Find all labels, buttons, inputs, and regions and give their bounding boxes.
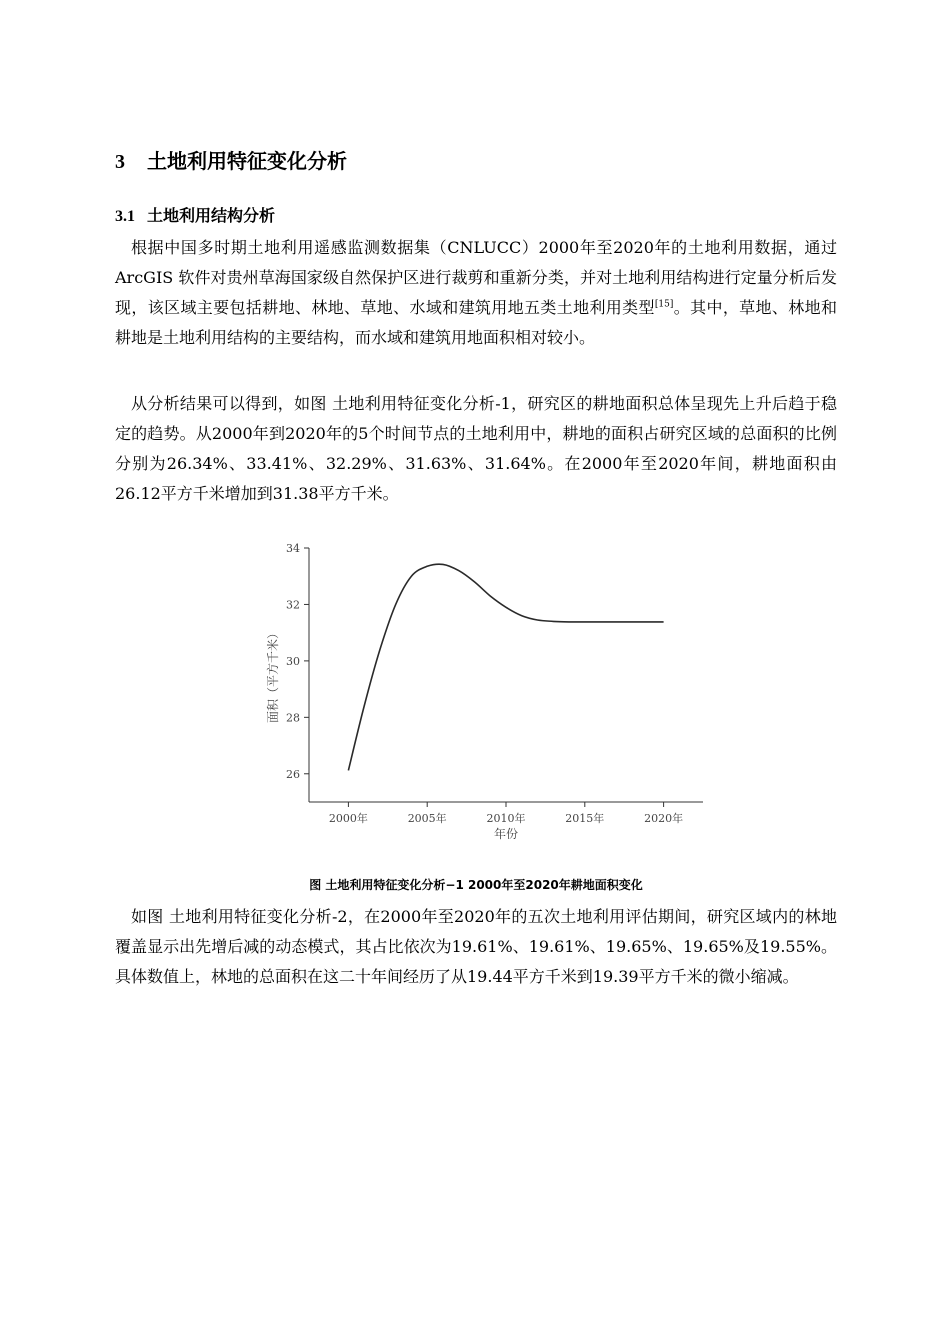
y-axis-ticks — [286, 542, 309, 781]
y-tick-label: 26 — [286, 767, 300, 781]
x-tick-label: 2020年 — [644, 812, 684, 825]
x-axis-label: 年份 — [493, 827, 519, 841]
x-tick-label: 2000年 — [328, 812, 368, 825]
y-tick-label: 34 — [286, 542, 300, 555]
paragraph-1-text: 根据中国多时期土地利用遥感监测数据集（CNLUCC）2000年至2020年的土地利用数据，通过 ArcGIS 软件对贵州草海国家级自然保护区进行裁剪和重新分类，并对土地利用结构进行定量分析后发现，该区域主要包括耕地、林地、草地、水域和建筑用地五类土地利用类型 — [115, 238, 837, 317]
y-tick-label: 30 — [286, 654, 300, 668]
chart-axes — [309, 548, 703, 802]
subsection-number: 3.1 — [115, 208, 135, 225]
section-heading — [115, 145, 347, 174]
figure-caption: 图 土地利用特征变化分析−1 2000年至2020年耕地面积变化 — [309, 878, 643, 892]
y-tick-label: 32 — [286, 598, 300, 612]
farmland-area-line-chart — [255, 540, 715, 850]
paragraph-3: 如图 土地利用特征变化分析-2，在2000年至2020年的五次土地利用评估期间，研究区域内的林地覆盖显示出先增后减的动态模式，其占比依次为19.61%、19.61%、19.65%、19.65%及19.55%。具体数值上，林地的总面积在这二十年间经历了从19.44平方千米到19.39平方千米的微小缩减。 — [115, 907, 837, 986]
paragraph-1-text-end: 。其中，草地、林地和耕地是土地利用结构的主要结构，而水域和建筑用地面积相对较小。 — [115, 298, 837, 347]
y-axis-label: 面积（平方千米） — [266, 626, 280, 724]
x-tick-label: 2015年 — [565, 812, 605, 825]
farmland-area-line — [348, 564, 663, 770]
y-tick-label: 28 — [286, 711, 300, 725]
x-axis-ticks — [329, 802, 683, 825]
section-title: 土地利用特征变化分析 — [147, 149, 347, 173]
subsection-heading — [115, 203, 275, 226]
paragraph-1 — [115, 233, 837, 353]
section-number: 3 — [115, 151, 125, 173]
citation-ref[interactable]: [15] — [654, 299, 674, 310]
x-tick-label: 2005年 — [407, 812, 447, 825]
subsection-title: 土地利用结构分析 — [147, 206, 276, 225]
paragraph-2: 从分析结果可以得到，如图 土地利用特征变化分析-1，研究区的耕地面积总体呈现先上升后趋于稳定的趋势。从2000年到2020年的5个时间节点的土地利用中，耕地的面积占研究区域的总面积的比例分别为26.34%、33.41%、32.29%、31.63%、31.64%。在2000年至2020年间，耕地面积由26.12平方千米增加到31.38平方千米。 — [115, 394, 837, 503]
x-tick-label: 2010年 — [486, 812, 526, 825]
